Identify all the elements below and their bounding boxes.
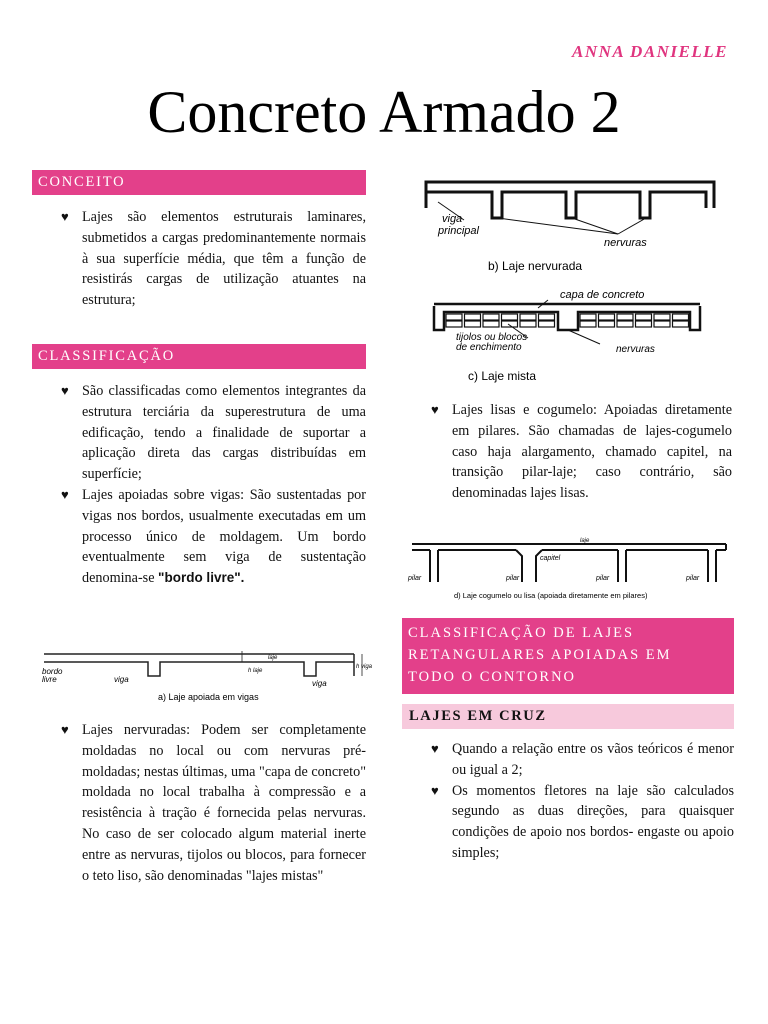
- filler-block: [617, 321, 633, 327]
- label-pilar-2: pilar: [506, 575, 520, 582]
- lajes-cruz-list: [428, 739, 734, 864]
- label-nervuras: nervuras: [616, 344, 655, 355]
- label-viga: viga: [442, 213, 463, 225]
- filler-block: [502, 314, 518, 320]
- figure-laje-apoiada-em-vigas: [36, 648, 372, 708]
- label-pilar-3: pilar: [596, 575, 610, 582]
- filler-block: [636, 314, 652, 320]
- label-enchimento: de enchimento: [456, 342, 522, 353]
- list-item: ♥ São classificadas como elementos integrantes da estrutura terciária da superestrutura de uma edificação, tendo a finalidade de suportar a aplicação direta das cargas distribuídas em superfície;: [61, 383, 366, 483]
- label-h-laje: h laje: [248, 668, 263, 674]
- filler-block: [465, 314, 481, 320]
- heart-icon: ♥: [431, 741, 439, 756]
- filler-block: [654, 314, 670, 320]
- heart-icon: ♥: [61, 722, 69, 737]
- label-viga-1: viga: [114, 675, 129, 684]
- blocos-grid: [446, 314, 689, 327]
- label-pilar-4: pilar: [686, 575, 700, 582]
- heart-icon: ♥: [61, 383, 69, 398]
- right-column-1: [404, 400, 732, 504]
- figure-laje-nervurada: [418, 172, 724, 276]
- figure-laje-mista: [428, 286, 718, 388]
- label-tijolos: tijolos ou blocos: [456, 332, 528, 343]
- figure-laje-cogumelo: [404, 536, 734, 606]
- section-heading-retangulares: CLASSIFICAÇÃO DE LAJES RETANGULARES APOIADAS EM TODO O CONTORNO: [402, 618, 734, 694]
- left-column-2: [32, 344, 366, 589]
- label-laje: laje: [580, 538, 590, 544]
- figure-d-caption: d) Laje cogumelo ou lisa (apoiada diretamente em pilares): [454, 591, 648, 600]
- section-heading-conceito: CONCEITO: [32, 170, 366, 195]
- filler-block: [673, 314, 689, 320]
- filler-block: [673, 321, 689, 327]
- label-livre: livre: [42, 675, 57, 684]
- classificacao-list: [58, 381, 366, 589]
- filler-block: [483, 314, 499, 320]
- filler-block: [520, 314, 536, 320]
- label-bordo: bordo: [42, 667, 63, 676]
- conceito-list: [58, 207, 366, 311]
- left-column: [32, 170, 366, 311]
- heart-icon: ♥: [61, 486, 69, 502]
- author-name: ANNA DANIELLE: [572, 42, 728, 61]
- label-nervuras: nervuras: [604, 237, 647, 249]
- label-viga-2: viga: [312, 679, 327, 688]
- filler-block: [580, 321, 596, 327]
- label-capa-de-concreto: capa de concreto: [560, 289, 645, 301]
- filler-block: [539, 321, 555, 327]
- left-column-3: [32, 720, 366, 886]
- nervuradas-list: [58, 720, 366, 886]
- lajes-lisas-list: [428, 400, 732, 504]
- filler-block: [654, 321, 670, 327]
- filler-block: [599, 314, 615, 320]
- label-laje: laje: [268, 655, 278, 661]
- filler-block: [617, 314, 633, 320]
- heart-icon: ♥: [431, 782, 439, 798]
- list-item: ♥ Quando a relação entre os vãos teóricos é menor ou igual a 2;: [431, 741, 734, 778]
- list-item: ♥ Lajes apoiadas sobre vigas: São sustentadas por vigas nos bordos, usualmente executadas em um processo único de moldagem. Um bordo eventualmente sem viga de sustentação denomina-se "bordo livre".: [61, 486, 366, 587]
- filler-block: [483, 321, 499, 327]
- filler-block: [520, 321, 536, 327]
- heart-icon: ♥: [431, 402, 439, 417]
- list-item: ♥ Lajes lisas e cogumelo: Apoiadas diretamente em pilares. São chamadas de lajes-cogumelo caso haja alargamento, chamado capitel, na transição pilar-laje; caso contrário, são denominadas lajes lisas.: [431, 402, 732, 502]
- label-h-viga: h viga: [356, 664, 372, 670]
- filler-block: [539, 314, 555, 320]
- page-title: Concreto Armado 2: [147, 79, 621, 145]
- filler-block: [446, 321, 462, 327]
- label-pilar-1: pilar: [408, 575, 422, 582]
- right-column-2: [402, 618, 734, 864]
- section-heading-classificacao: CLASSIFICAÇÃO: [32, 344, 366, 369]
- figure-b-caption: b) Laje nervurada: [488, 259, 583, 273]
- filler-block: [446, 314, 462, 320]
- filler-block: [636, 321, 652, 327]
- filler-block: [502, 321, 518, 327]
- filler-block: [599, 321, 615, 327]
- figure-a-caption: a) Laje apoiada em vigas: [158, 692, 259, 702]
- list-item: ♥ Lajes são elementos estruturais laminares, submetidos a cargas predominantemente normais à sua superfície média, que têm a função de resistirás cargas de utilização atuantes na estrutura;: [61, 209, 366, 309]
- label-principal: principal: [438, 225, 479, 237]
- filler-block: [580, 314, 596, 320]
- figure-c-caption: c) Laje mista: [468, 369, 537, 383]
- list-item: ♥ Lajes nervuradas: Podem ser completamente moldadas no local ou com nervuras pré-moldadas; nestas últimas, uma "capa de concreto" moldada no local trabalha à compressão e a resistência à tração é fornecida pelas nervuras. No caso de ser colocado algum material inerte entre as nervuras, tijolos ou blocos, para fornecer o teto liso, são denominadas "lajes mistas": [61, 722, 366, 884]
- heart-icon: ♥: [61, 209, 69, 224]
- filler-block: [465, 321, 481, 327]
- list-item: ♥ Os momentos fletores na laje são calculados segundo as duas direções, para quaisquer condições de apoio nos bordos- engaste ou apoio simples;: [431, 782, 734, 861]
- label-capitel: capitel: [540, 555, 561, 562]
- bordo-livre-term: "bordo livre".: [158, 570, 245, 586]
- section-heading-lajes-em-cruz: LAJES EM CRUZ: [402, 704, 734, 729]
